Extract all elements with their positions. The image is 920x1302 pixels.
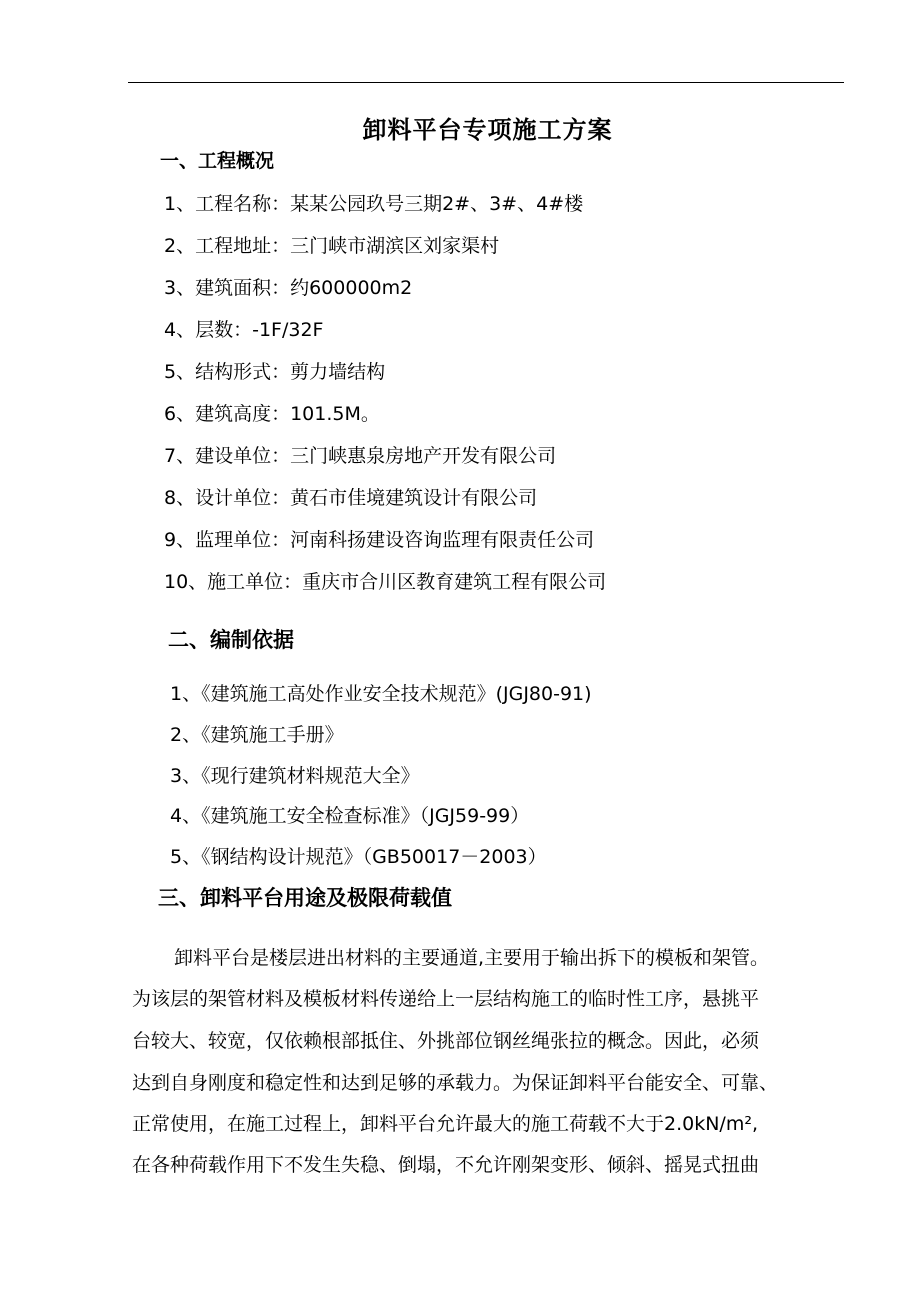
basis-item: 4、《建筑施工安全检查标准》（JGJ59-99） <box>170 805 530 827</box>
overview-item: 3、建筑面积：约600000m2 <box>164 277 413 299</box>
overview-item: 7、建设单位：三门峡惠泉房地产开发有限公司 <box>164 445 557 467</box>
body-paragraph-line: 为该层的架管材料及模板材料传递给上一层结构施工的临时性工序，悬挑平 <box>132 988 760 1010</box>
section-heading-purpose: 三、卸料平台用途及极限荷载值 <box>158 886 452 910</box>
body-paragraph-line: 卸料平台是楼层进出材料的主要通道,主要用于输出拆下的模板和架管。 <box>174 947 770 969</box>
overview-item: 4、层数：-1F/32F <box>164 319 324 341</box>
basis-item: 3、《现行建筑材料规范大全》 <box>170 765 420 787</box>
overview-item: 2、工程地址：三门峡市湖滨区刘家渠村 <box>164 235 500 257</box>
section-heading-overview: 一、工程概况 <box>160 150 275 172</box>
overview-item: 8、设计单位：黄石市佳境建筑设计有限公司 <box>164 487 538 509</box>
document-title: 卸料平台专项施工方案 <box>362 116 613 144</box>
body-paragraph-line: 台较大、较宽，仅依赖根部抵住、外挑部位钢丝绳张拉的概念。因此，必须 <box>132 1030 760 1052</box>
basis-item: 1、《建筑施工高处作业安全技术规范》(JGJ80-91) <box>170 683 592 705</box>
basis-item: 2、《建筑施工手册》 <box>170 724 344 746</box>
body-paragraph-line: 在各种荷载作用下不发生失稳、倒塌，不允许刚架变形、倾斜、摇晃式扭曲 <box>132 1154 760 1176</box>
overview-item: 6、建筑高度：101.5M。 <box>164 403 380 425</box>
overview-item: 9、监理单位：河南科扬建设咨询监理有限责任公司 <box>164 529 595 551</box>
basis-item: 5、《钢结构设计规范》（GB50017－2003） <box>170 846 547 868</box>
body-paragraph-line: 达到自身刚度和稳定性和达到足够的承载力。为保证卸料平台能安全、可靠、 <box>132 1072 779 1094</box>
top-rule <box>128 82 844 83</box>
overview-item: 10、施工单位：重庆市合川区教育建筑工程有限公司 <box>164 571 607 593</box>
overview-item: 5、结构形式：剪力墙结构 <box>164 361 386 383</box>
section-heading-basis: 二、编制依据 <box>168 628 294 652</box>
body-paragraph-line: 正常使用，在施工过程上，卸料平台允许最大的施工荷载不大于2.0kN/m², <box>132 1113 758 1135</box>
overview-item: 1、工程名称：某某公园玖号三期2#、3#、4#楼 <box>164 193 584 215</box>
